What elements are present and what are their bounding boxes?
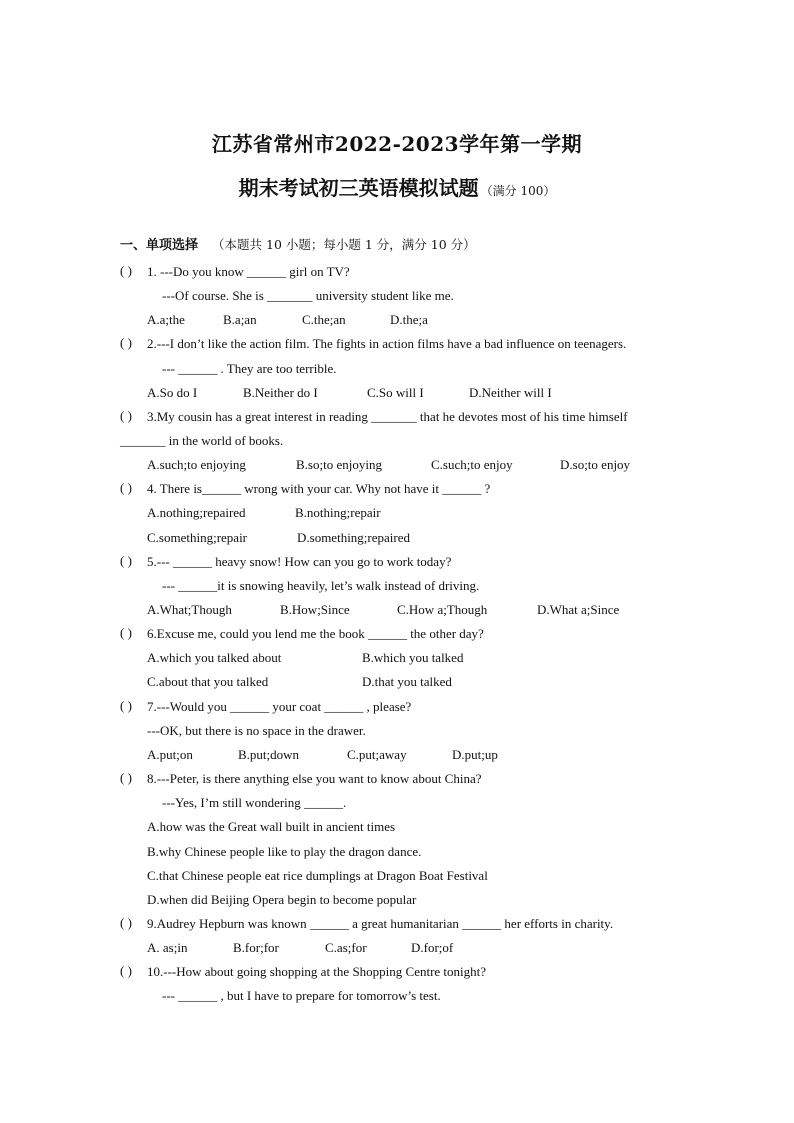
option-c: C.about that you talked xyxy=(147,674,269,689)
exam-title: 江苏省常州市2022-2023学年第一学期 xyxy=(211,132,583,156)
option-a: A.such;to enjoying xyxy=(147,457,246,472)
answer-blank: ( ) xyxy=(120,915,132,930)
question-stem: 5.--- ______ heavy snow! How can you go to work today? xyxy=(147,554,452,569)
answer-blank: ( ) xyxy=(120,263,132,278)
option-d: D.for;of xyxy=(411,940,454,955)
answer-blank: ( ) xyxy=(120,698,132,713)
subtitle-text: 期末考试初三英语模拟试题 xyxy=(238,176,479,200)
option-a: A.which you talked about xyxy=(147,650,282,665)
question-stem: 8.---Peter, is there anything else you want to know about China? xyxy=(147,771,482,786)
option-c: C.that Chinese people eat rice dumplings at Dragon Boat Festival xyxy=(147,868,488,883)
option-a: A.What;Though xyxy=(147,602,232,617)
option-b: B.which you talked xyxy=(362,650,464,665)
question-line: --- ______ . They are too terrible. xyxy=(162,361,337,376)
question-stem: 9.Audrey Hepburn was known ______ a great humanitarian ______ her efforts in charity. xyxy=(147,916,614,931)
option-c: C.So will I xyxy=(367,385,424,400)
question-stem: 1. ---Do you know ______ girl on TV? xyxy=(147,264,350,279)
option-d: D.that you talked xyxy=(362,674,452,689)
question-line: ---Yes, I’m still wondering ______. xyxy=(162,795,347,810)
option-c: C.such;to enjoy xyxy=(431,457,513,472)
option-d: D.so;to enjoy xyxy=(560,457,631,472)
option-c: C.something;repair xyxy=(147,530,248,545)
option-b: B.for;for xyxy=(233,940,279,955)
section-note: （本题共 10 小题；每小题 1 分，满分 10 分） xyxy=(212,237,476,252)
option-b: B.Neither do I xyxy=(243,385,318,400)
option-b: B.nothing;repair xyxy=(295,505,381,520)
section-heading xyxy=(120,234,476,253)
question-line: --- ______ , but I have to prepare for tomorrow’s test. xyxy=(162,988,441,1003)
option-c: C.How a;Though xyxy=(397,602,488,617)
question-stem: 3.My cousin has a great interest in reading _______ that he devotes most of his time himself xyxy=(147,409,628,424)
question-line: --- ______it is snowing heavily, let’s walk instead of driving. xyxy=(162,578,480,593)
option-a: A.a;the xyxy=(147,312,185,327)
option-d: D.the;a xyxy=(390,312,428,327)
option-a: A.So do I xyxy=(147,385,198,400)
option-c: C.put;away xyxy=(347,747,407,762)
option-b: B.why Chinese people like to play the dragon dance. xyxy=(147,844,422,859)
question-stem: 10.---How about going shopping at the Shopping Centre tonight? xyxy=(147,964,487,979)
option-d: D.What a;Since xyxy=(537,602,620,617)
option-a: A.put;on xyxy=(147,747,193,762)
question-stem: 7.---Would you ______ your coat ______ , please? xyxy=(147,699,412,714)
answer-blank: ( ) xyxy=(120,408,132,423)
full-score-note: （满分 100） xyxy=(480,184,556,198)
option-d: D.when did Beijing Opera begin to become popular xyxy=(147,892,417,907)
answer-blank: ( ) xyxy=(120,770,132,785)
option-b: B.so;to enjoying xyxy=(296,457,382,472)
option-a: A.how was the Great wall built in ancient times xyxy=(147,819,396,834)
question-line: ---OK, but there is no space in the drawer. xyxy=(147,723,366,738)
question-line: ---Of course. She is _______ university student like me. xyxy=(162,288,454,303)
answer-blank: ( ) xyxy=(120,335,132,350)
answer-blank: ( ) xyxy=(120,480,132,495)
option-c: C.as;for xyxy=(325,940,367,955)
option-b: B.How;Since xyxy=(280,602,350,617)
option-b: B.a;an xyxy=(223,312,257,327)
option-c: C.the;an xyxy=(302,312,346,327)
answer-blank: ( ) xyxy=(120,553,132,568)
question-stem: 4. There is______ wrong with your car. Why not have it ______ ? xyxy=(147,481,491,496)
section-title: 一、单项选择 xyxy=(120,238,199,253)
answer-blank: ( ) xyxy=(120,625,132,640)
question-stem: 2.---I don’t like the action film. The fights in action films have a bad influence on teenagers. xyxy=(147,336,627,351)
exam-subtitle xyxy=(0,172,794,201)
question-stem: 6.Excuse me, could you lend me the book ______ the other day? xyxy=(147,626,484,641)
option-d: D.Neither will I xyxy=(469,385,552,400)
answer-blank: ( ) xyxy=(120,963,132,978)
option-d: D.something;repaired xyxy=(297,530,410,545)
option-b: B.put;down xyxy=(238,747,300,762)
option-d: D.put;up xyxy=(452,747,498,762)
option-a: A. as;in xyxy=(147,940,188,955)
option-a: A.nothing;repaired xyxy=(147,505,246,520)
question-line: _______ in the world of books. xyxy=(120,433,284,448)
